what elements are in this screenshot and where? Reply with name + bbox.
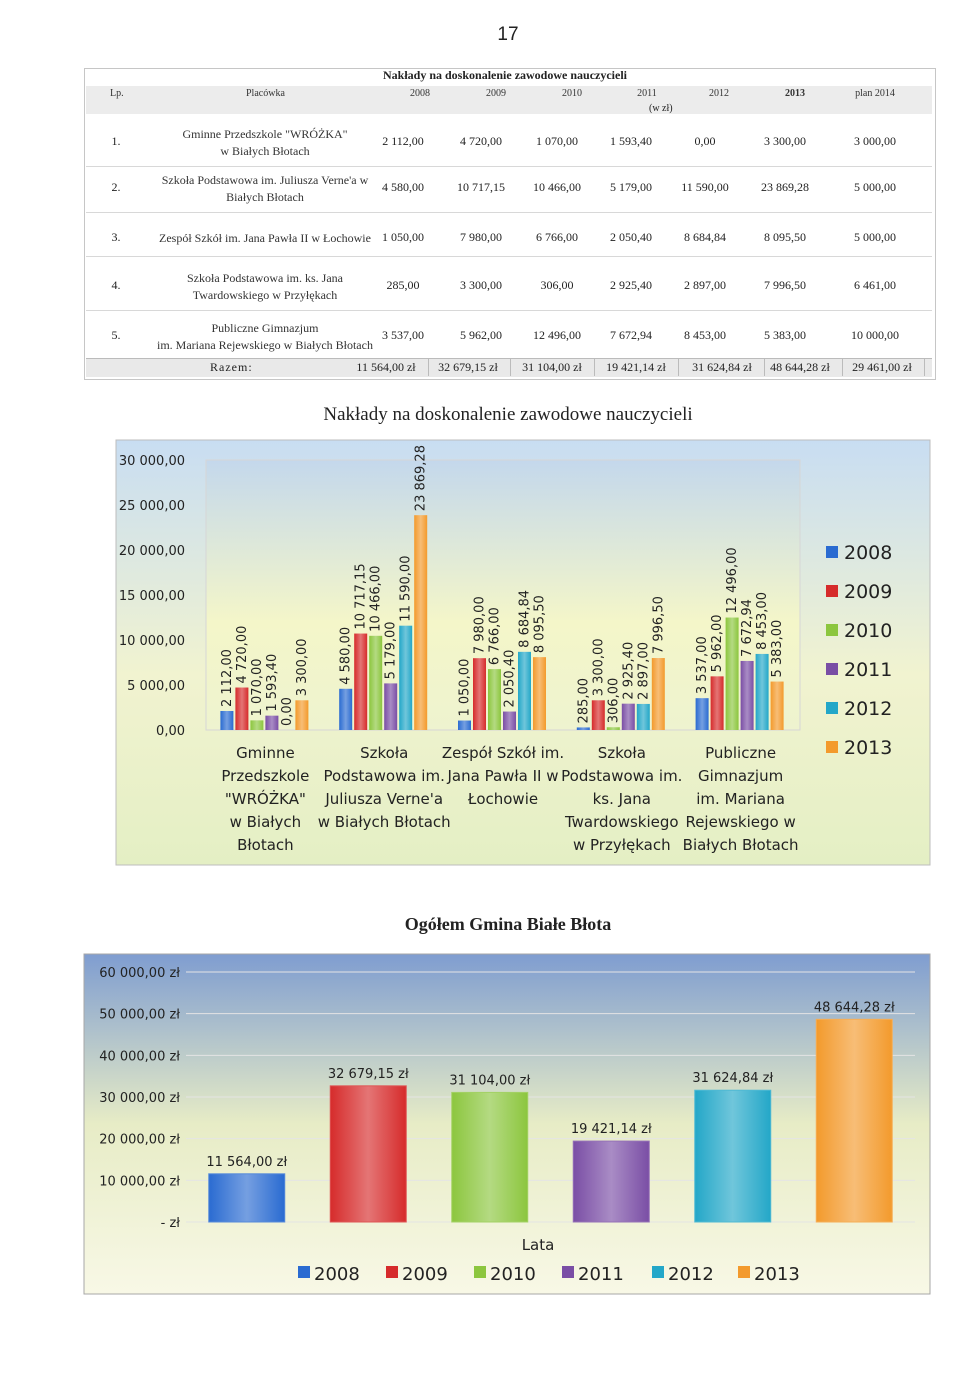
chart1-bar bbox=[235, 688, 248, 730]
row-divider bbox=[86, 166, 932, 167]
chart1-legend-swatch bbox=[826, 741, 838, 753]
chart1-legend-label: 2008 bbox=[844, 542, 893, 564]
chart1-data-label: 7 996,50 bbox=[651, 596, 667, 655]
chart2 bbox=[0, 950, 960, 1396]
chart1-bar bbox=[622, 704, 635, 730]
chart1-bar bbox=[696, 698, 709, 730]
chart1-data-label: 11 590,00 bbox=[398, 555, 414, 622]
chart1-bar bbox=[339, 689, 352, 730]
chart1-bar bbox=[518, 652, 531, 730]
row-divider bbox=[86, 212, 932, 213]
chart2-bar bbox=[209, 1174, 285, 1222]
table-cell: 7 980,00 bbox=[460, 230, 502, 244]
row-placowka-line: Publiczne Gimnazjum bbox=[211, 321, 319, 335]
table-cell: 285,00 bbox=[386, 278, 420, 292]
chart1-legend-label: 2011 bbox=[844, 659, 893, 681]
chart1-category-label: Szkoła bbox=[360, 744, 409, 762]
table-cell: 23 869,28 bbox=[761, 180, 809, 194]
chart2-ytick-label: 40 000,00 zł bbox=[99, 1049, 180, 1065]
table-cell: 1 070,00 bbox=[536, 134, 578, 148]
table-cell: 5 000,00 bbox=[854, 180, 896, 194]
chart1-category-label: ks. Jana bbox=[592, 790, 651, 808]
table-cell: 8 453,00 bbox=[684, 328, 726, 342]
table-cell: 4 580,00 bbox=[382, 180, 424, 194]
year-header: 2008 bbox=[410, 88, 430, 99]
razem-cell: 31 104,00 zł bbox=[522, 360, 582, 374]
chart1-data-label: 3 537,00 bbox=[695, 636, 711, 695]
year-header: 2013 bbox=[785, 88, 805, 99]
chart1-category-label: im. Mariana bbox=[696, 790, 785, 808]
chart2-legend-swatch bbox=[738, 1266, 750, 1278]
chart1-legend-label: 2012 bbox=[844, 698, 893, 720]
chart1-data-label: 5 383,00 bbox=[770, 619, 786, 678]
chart1-legend-label: 2009 bbox=[844, 581, 893, 603]
razem-separator bbox=[924, 358, 925, 376]
chart1-bar bbox=[354, 634, 367, 730]
chart2-legend-swatch bbox=[562, 1266, 574, 1278]
table-cell: 5 179,00 bbox=[610, 180, 652, 194]
chart1-category-label: Zespół Szkół im. bbox=[441, 744, 565, 762]
row-lp: 4. bbox=[111, 278, 121, 292]
row-placowka-line: Zespół Szkół im. Jana Pawła II w Łochowie bbox=[159, 231, 371, 245]
chart1-ytick-label: 20 000,00 bbox=[118, 544, 185, 559]
chart2-data-label: 11 564,00 zł bbox=[206, 1154, 288, 1170]
razem-label: Razem: bbox=[210, 360, 253, 374]
chart1-bar bbox=[771, 682, 784, 730]
row-lp: 2. bbox=[111, 180, 121, 194]
chart1-bar bbox=[473, 658, 486, 730]
col-lp-header: Lp. bbox=[110, 88, 124, 99]
chart1-category-label: Juliusza Verne'a bbox=[325, 790, 444, 808]
chart2-legend-swatch bbox=[652, 1266, 664, 1278]
chart1-bar bbox=[265, 716, 278, 730]
table-cell: 2 925,40 bbox=[610, 278, 652, 292]
chart1-bar bbox=[250, 720, 263, 730]
chart1 bbox=[0, 430, 960, 870]
table-cell: 12 496,00 bbox=[533, 328, 581, 342]
chart1-bar bbox=[503, 712, 516, 730]
table-cell: 10 000,00 bbox=[851, 328, 899, 342]
chart2-ytick-label: 20 000,00 zł bbox=[99, 1132, 180, 1148]
chart1-data-label: 3 300,00 bbox=[591, 638, 607, 697]
chart1-data-label: 7 672,94 bbox=[740, 599, 756, 657]
chart2-data-label: 31 104,00 zł bbox=[449, 1073, 531, 1089]
table-cell: 10 466,00 bbox=[533, 180, 581, 194]
chart2-legend-label: 2010 bbox=[490, 1264, 536, 1285]
table-cell: 5 962,00 bbox=[460, 328, 502, 342]
chart1-bar bbox=[726, 618, 739, 730]
chart1-category-label: Łochowie bbox=[467, 790, 539, 808]
chart2-bar bbox=[330, 1086, 406, 1222]
chart1-ytick-label: 0,00 bbox=[156, 724, 185, 739]
chart1-bar bbox=[607, 727, 620, 730]
row-placowka-line: Gminne Przedszkole "WRÓŻKA" bbox=[182, 127, 348, 141]
chart1-data-label: 3 300,00 bbox=[294, 638, 310, 697]
unit-label: (w zł) bbox=[649, 103, 673, 114]
chart1-data-label: 5 962,00 bbox=[710, 614, 726, 673]
chart1-bar bbox=[652, 658, 665, 730]
chart2-ytick-label: 50 000,00 zł bbox=[99, 1007, 180, 1023]
chart1-category-label: Białych Błotach bbox=[682, 836, 799, 854]
row-placowka-line: im. Mariana Rejewskiego w Białych Błotach bbox=[157, 338, 373, 352]
chart1-bar bbox=[369, 636, 382, 730]
table-cell: 3 300,00 bbox=[764, 134, 806, 148]
table-cell: 6 461,00 bbox=[854, 278, 896, 292]
chart1-legend-swatch bbox=[826, 585, 838, 597]
chart1-data-label: 285,00 bbox=[576, 677, 592, 724]
table-cell: 3 300,00 bbox=[460, 278, 502, 292]
chart1-title: Nakłady na doskonalenie zawodowe nauczycieli bbox=[323, 404, 693, 425]
chart1-legend-swatch bbox=[826, 624, 838, 636]
chart2-data-label: 32 679,15 zł bbox=[327, 1066, 409, 1082]
chart1-data-label: 6 766,00 bbox=[487, 607, 503, 666]
row-lp: 3. bbox=[111, 230, 121, 244]
chart1-category-label: "WRÓŻKA" bbox=[224, 790, 306, 808]
chart2-data-label: 31 624,84 zł bbox=[692, 1071, 774, 1087]
chart2-legend-swatch bbox=[298, 1266, 310, 1278]
chart1-data-label: 1 070,00 bbox=[249, 658, 265, 717]
chart2-ytick-label: 60 000,00 zł bbox=[99, 966, 180, 981]
razem-cell: 48 644,28 zł bbox=[770, 360, 830, 374]
table-cell: 5 383,00 bbox=[764, 328, 806, 342]
chart1-data-label: 8 453,00 bbox=[755, 592, 771, 650]
table-cell: 1 050,00 bbox=[382, 230, 424, 244]
chart2-bar bbox=[452, 1092, 528, 1222]
chart1-bar bbox=[399, 626, 412, 730]
chart1-category-label: Podstawowa im. bbox=[561, 767, 683, 785]
razem-cell: 11 564,00 zł bbox=[356, 360, 416, 374]
year-header: 2012 bbox=[709, 88, 729, 99]
razem-cell: 32 679,15 zł bbox=[438, 360, 498, 374]
razem-cell: 19 421,14 zł bbox=[606, 360, 666, 374]
chart1-data-label: 306,00 bbox=[606, 677, 622, 724]
chart1-ytick-label: 5 000,00 bbox=[127, 679, 185, 694]
chart2-ytick-label: 10 000,00 zł bbox=[99, 1174, 180, 1190]
chart2-legend-label: 2011 bbox=[578, 1264, 624, 1285]
chart1-data-label: 4 580,00 bbox=[338, 626, 354, 685]
chart1-data-label: 2 925,40 bbox=[621, 641, 637, 700]
chart1-ytick-label: 15 000,00 bbox=[118, 589, 185, 604]
chart1-category-label: Jana Pawła II w bbox=[447, 767, 559, 785]
table-title: Nakłady na doskonalenie zawodowe nauczycieli bbox=[382, 68, 628, 82]
table-cell: 2 112,00 bbox=[382, 134, 424, 148]
chart2-bar bbox=[695, 1090, 771, 1222]
chart1-data-label: 10 717,15 bbox=[353, 563, 369, 630]
chart2-ytick-label: - zł bbox=[160, 1216, 180, 1231]
chart2-data-label: 19 421,14 zł bbox=[570, 1122, 652, 1138]
chart2-legend-swatch bbox=[474, 1266, 486, 1278]
chart1-bar bbox=[756, 654, 769, 730]
row-placowka-line: Twardowskiego w Przyłękach bbox=[192, 288, 338, 302]
row-placowka-line: w Białych Błotach bbox=[220, 144, 310, 158]
chart2-legend-label: 2013 bbox=[754, 1264, 800, 1285]
chart1-bar bbox=[577, 727, 590, 730]
table-cell: 7 672,94 bbox=[610, 328, 652, 342]
chart2-bar bbox=[573, 1141, 649, 1222]
year-header: 2010 bbox=[562, 88, 582, 99]
chart1-bar bbox=[458, 721, 471, 730]
razem-cell: 29 461,00 zł bbox=[852, 360, 912, 374]
year-header: plan 2014 bbox=[855, 88, 895, 99]
chart2-ytick-label: 30 000,00 zł bbox=[99, 1091, 180, 1106]
table-cell: 1 593,40 bbox=[610, 134, 652, 148]
col-placowka-header: Placówka bbox=[246, 88, 285, 99]
chart1-category-label: w Białych Błotach bbox=[317, 813, 451, 831]
chart1-data-label: 12 496,00 bbox=[725, 547, 741, 614]
chart1-data-label: 4 720,00 bbox=[234, 625, 250, 684]
table-cell: 8 684,84 bbox=[684, 230, 726, 244]
chart2-legend-label: 2009 bbox=[402, 1264, 448, 1285]
chart1-data-label: 7 980,00 bbox=[472, 596, 488, 655]
chart1-data-label: 10 466,00 bbox=[368, 565, 384, 632]
chart2-legend-swatch bbox=[386, 1266, 398, 1278]
chart1-bar bbox=[637, 704, 650, 730]
table-cell: 306,00 bbox=[540, 278, 574, 292]
chart1-category-label: Gminne bbox=[236, 744, 295, 762]
chart1-ytick-label: 25 000,00 bbox=[118, 499, 185, 514]
table-cell: 2 050,40 bbox=[610, 230, 652, 244]
year-header: 2009 bbox=[486, 88, 506, 99]
chart2-xlabel: Lata bbox=[521, 1236, 555, 1254]
chart1-bar bbox=[384, 683, 397, 730]
page-number: 17 bbox=[497, 24, 519, 45]
chart1-bar bbox=[592, 700, 605, 730]
chart1-bar bbox=[533, 657, 546, 730]
table-cell: 2 897,00 bbox=[684, 278, 726, 292]
table-cell: 10 717,15 bbox=[457, 180, 505, 194]
row-placowka-line: Szkoła Podstawowa im. Juliusza Verne'a w bbox=[161, 173, 369, 187]
chart2-title: Ogółem Gmina Białe Błota bbox=[404, 914, 612, 934]
chart1-legend-swatch bbox=[826, 663, 838, 675]
chart1-category-label: Publiczne bbox=[705, 744, 777, 762]
chart1-data-label: 23 869,28 bbox=[413, 445, 429, 512]
razem-cell: 31 624,84 zł bbox=[692, 360, 752, 374]
chart1-data-label: 8 095,50 bbox=[532, 595, 548, 654]
chart2-data-label: 48 644,28 zł bbox=[813, 1000, 895, 1016]
table-cell: 0,00 bbox=[694, 134, 716, 148]
table-cell: 3 537,00 bbox=[382, 328, 424, 342]
chart1-category-label: Szkoła bbox=[597, 744, 646, 762]
row-divider bbox=[86, 310, 932, 311]
row-placowka-line: Białych Błotach bbox=[226, 190, 304, 204]
chart1-data-label: 8 684,84 bbox=[517, 589, 533, 648]
table-cell: 8 095,50 bbox=[764, 230, 806, 244]
chart1-data-label: 1 593,40 bbox=[264, 653, 280, 712]
chart2-bar bbox=[816, 1019, 892, 1222]
chart2-legend-label: 2008 bbox=[314, 1264, 360, 1285]
chart1-bar bbox=[711, 676, 724, 730]
table-cell: 7 996,50 bbox=[764, 278, 806, 292]
chart1-bar bbox=[295, 700, 308, 730]
chart1-category-label: Przedszkole bbox=[221, 767, 310, 785]
chart1-category-label: Podstawowa im. bbox=[323, 767, 445, 785]
chart1-category-label: Błotach bbox=[237, 836, 294, 854]
table-cell: 5 000,00 bbox=[854, 230, 896, 244]
chart1-ytick-label: 10 000,00 bbox=[118, 634, 185, 649]
table-cell: 4 720,00 bbox=[460, 134, 502, 148]
chart1-legend-swatch bbox=[826, 546, 838, 558]
chart1-category-label: Twardowskiego bbox=[564, 813, 679, 831]
year-header: 2011 bbox=[637, 88, 657, 99]
chart1-ytick-label: 30 000,00 bbox=[118, 454, 185, 469]
chart1-legend-swatch bbox=[826, 702, 838, 714]
chart1-bar bbox=[220, 711, 233, 730]
chart1-data-label: 5 179,00 bbox=[383, 621, 399, 680]
row-lp: 1. bbox=[111, 134, 121, 148]
chart1-category-label: w Przyłękach bbox=[572, 836, 671, 854]
chart1-category-label: Rejewskiego w bbox=[685, 813, 796, 831]
chart1-data-label: 2 897,00 bbox=[636, 642, 652, 700]
chart1-bar bbox=[414, 515, 427, 730]
chart1-data-label: 2 112,00 bbox=[219, 649, 235, 707]
row-divider bbox=[86, 256, 932, 257]
chart1-category-label: Gimnazjum bbox=[697, 767, 784, 785]
chart1-legend-label: 2010 bbox=[844, 620, 893, 642]
table-cell: 3 000,00 bbox=[854, 134, 896, 148]
chart1-data-label: 1 050,00 bbox=[457, 658, 473, 717]
chart1-bar bbox=[488, 669, 501, 730]
row-placowka-line: Szkoła Podstawowa im. ks. Jana bbox=[187, 271, 343, 285]
chart1-data-label: 2 050,40 bbox=[502, 649, 518, 708]
chart1-legend-label: 2013 bbox=[844, 737, 893, 759]
table-cell: 6 766,00 bbox=[536, 230, 578, 244]
chart1-bar bbox=[741, 661, 754, 730]
chart2-legend-label: 2012 bbox=[668, 1264, 714, 1285]
row-lp: 5. bbox=[111, 328, 121, 342]
chart1-data-label: 0,00 bbox=[279, 697, 295, 726]
chart1-category-label: w Białych bbox=[229, 813, 302, 831]
table-cell: 11 590,00 bbox=[681, 180, 729, 194]
